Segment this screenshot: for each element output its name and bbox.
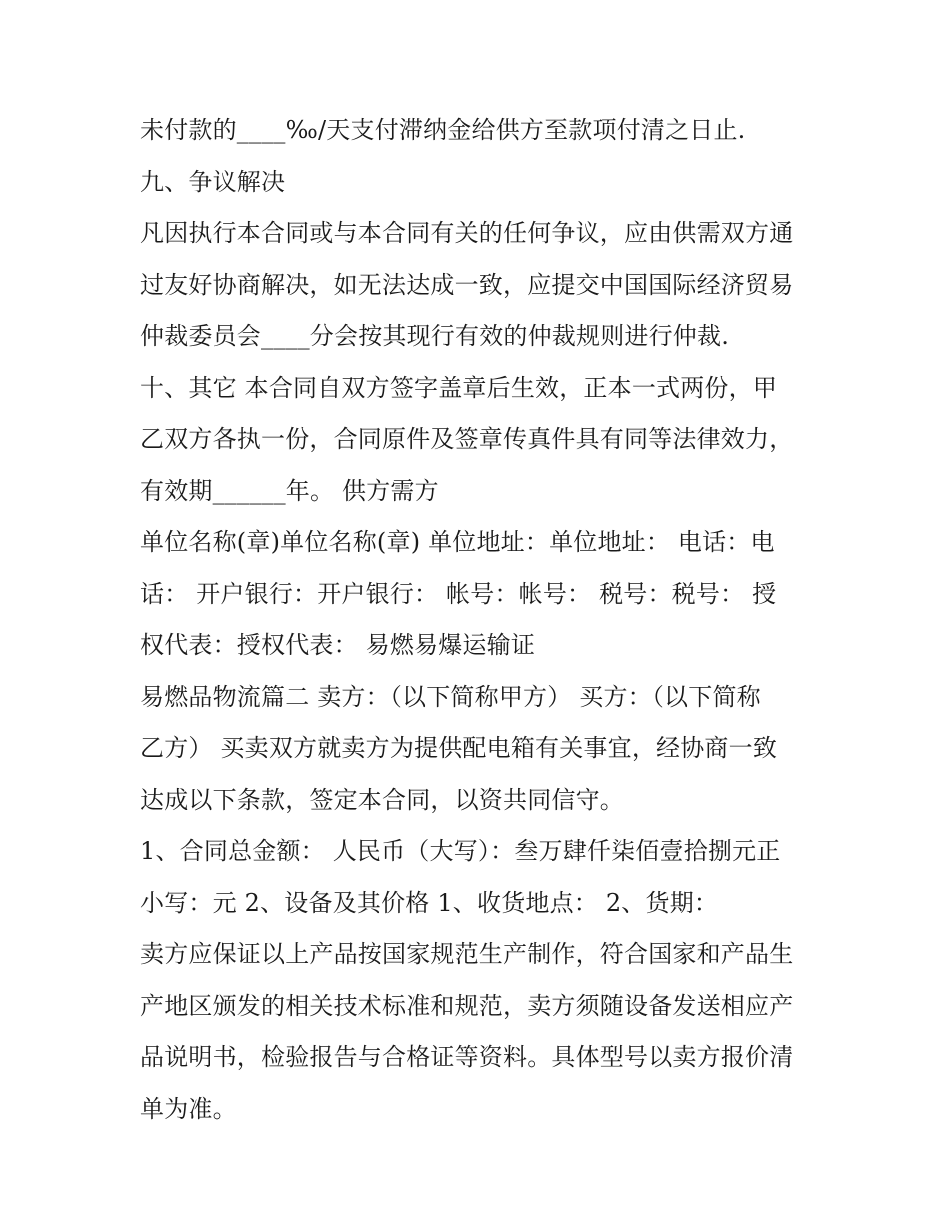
text-line: 凡因执行本合同或与本合同有关的任何争议，应由供需双方通 bbox=[140, 219, 794, 247]
text-line: 乙方） 买卖双方就卖方为提供配电箱有关事宜，经协商一致 bbox=[140, 734, 778, 762]
document-body bbox=[140, 108, 820, 1138]
text-line: 卖方应保证以上产品按国家规范生产制作，符合国家和产品生 bbox=[140, 940, 794, 968]
text-line: 十、其它 本合同自双方签字盖章后生效，正本一式两份，甲 bbox=[140, 373, 778, 402]
text-line: 未付款的____‰/天支付滞纳金给供方至款项付清之日止. bbox=[140, 116, 746, 144]
text-line: 达成以下条款，签定本合同，以资共同信守。 bbox=[140, 785, 624, 814]
text-line: 1、合同总金额： 人民币（大写）：叁万肆仟柒佰壹拾捌元正 bbox=[140, 837, 781, 865]
text-line: 小写：元 2、设备及其价格 1、收货地点： 2、货期： bbox=[140, 888, 719, 917]
text-line: 仲裁委员会____分会按其现行有效的仲裁规则进行仲裁. bbox=[140, 322, 730, 350]
text-line: 乙双方各执一份，合同原件及签章传真件具有同等法律效力， bbox=[140, 425, 794, 453]
text-line: 品说明书，检验报告与合格证等资料。具体型号以卖方报价清 bbox=[140, 1043, 794, 1071]
text-line: 单位名称(章)单位名称(章) 单位地址：单位地址： 电话：电 bbox=[140, 528, 775, 556]
section-heading-dispute: 九、争议解决 bbox=[140, 167, 286, 196]
text-line: 单为准。 bbox=[140, 1094, 237, 1123]
text-line: 权代表：授权代表： 易燃易爆运输证 bbox=[140, 631, 536, 659]
text-line: 过友好协商解决，如无法达成一致，应提交中国国际经济贸易 bbox=[140, 270, 794, 299]
text-line: 话： 开户银行：开户银行： 帐号：帐号： 税号：税号： 授 bbox=[140, 579, 777, 608]
text-line: 易燃品物流篇二 卖方：（以下简称甲方） 买方：（以下简称 bbox=[140, 682, 761, 711]
text-line: 产地区颁发的相关技术标准和规范，卖方须随设备发送相应产 bbox=[140, 991, 794, 1020]
text-line: 有效期______年。 供方需方 bbox=[140, 476, 439, 505]
